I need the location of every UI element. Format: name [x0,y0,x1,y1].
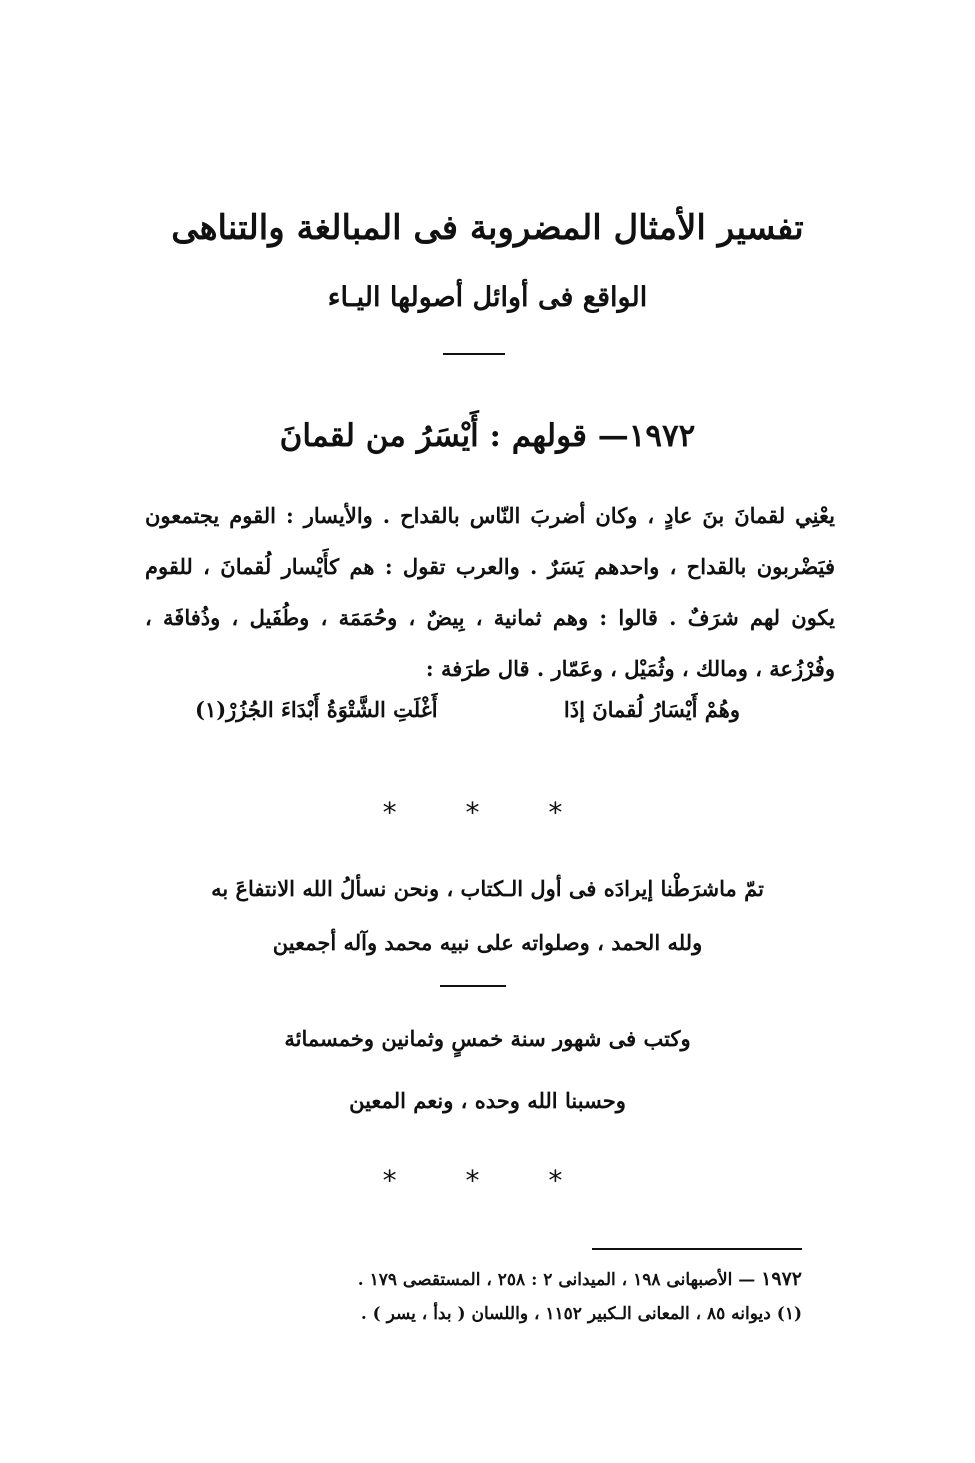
closing-line-2: ولله الحمد ، وصلواته على نبيه محمد وآله أجمعين [272,930,703,955]
footnote-entry-sources [180,1268,802,1290]
title-divider [443,353,505,355]
entry-body-paragraph: يعْنِي لقمانَ بنَ عادٍ ، وكان أضربَ النّاس بالقداح . والأيسار : القوم يجتمعون فيَضْربون بالقداح ، واحدهم يَسَرٌ . والعرب تقول : هم كأَيْسار لُقمانَ ، للقوم يكون لهم شرَفٌ . قالوا : وهم ثمانية ، بِيضٌ ، وحُمَمَة ، وطُفَيل ، وذُفافَة ، وفُرْزُعة ، ومالك ، وثُمَيْل ، وعَمّار . قال طرَفة : [145,503,835,681]
entry-heading: ١٩٧٢— قولهم : أَيْسَرُ من لقمانَ [279,418,696,454]
separator-stars: * * * [382,796,593,829]
colophon-line-1: وكتب فى شهور سنة خمسٍ وثمانين وخمسمائة [284,1026,691,1051]
poetry-verse [195,697,740,722]
closing-line-1: تمّ ماشرَطْنا إيرادَه فى أول الـكتاب ، ونحن نسألُ الله الانتفاعَ به [211,876,764,901]
footnote-entry-text: — الأصبهانى ١٩٨ ، الميدانى ٢ : ٢٥٨ ، المستقصى ١٧٩ . [357,1270,756,1290]
page-subtitle: الواقع فى أوائل أصولها اليـاء [327,282,648,313]
page-title: تفسير الأمثال المضروبة فى المبالغة والتناهى [171,208,804,248]
separator-stars-bottom: * * * [382,1164,593,1197]
verse-first-hemistich: وهُمْ أَيْسَارُ لُقمانَ إذَا [563,697,740,722]
footnote-rule [592,1248,802,1250]
closing-divider [440,985,506,987]
footnote-entry-number: ١٩٧٢ [761,1268,802,1290]
verse-second-hemistich: أَغْلَتِ الشَّتْوَةُ أَبْدَاءَ الجُزُرْ(١) [195,697,438,722]
colophon-line-2: وحسبنا الله وحده ، ونعم المعين [349,1088,626,1113]
footnote-verse-sources: (١) ديوانه ٨٥ ، المعانى الـكبير ١١٥٢ ، واللسان ( بدأ ، يسر ) . [360,1304,802,1324]
